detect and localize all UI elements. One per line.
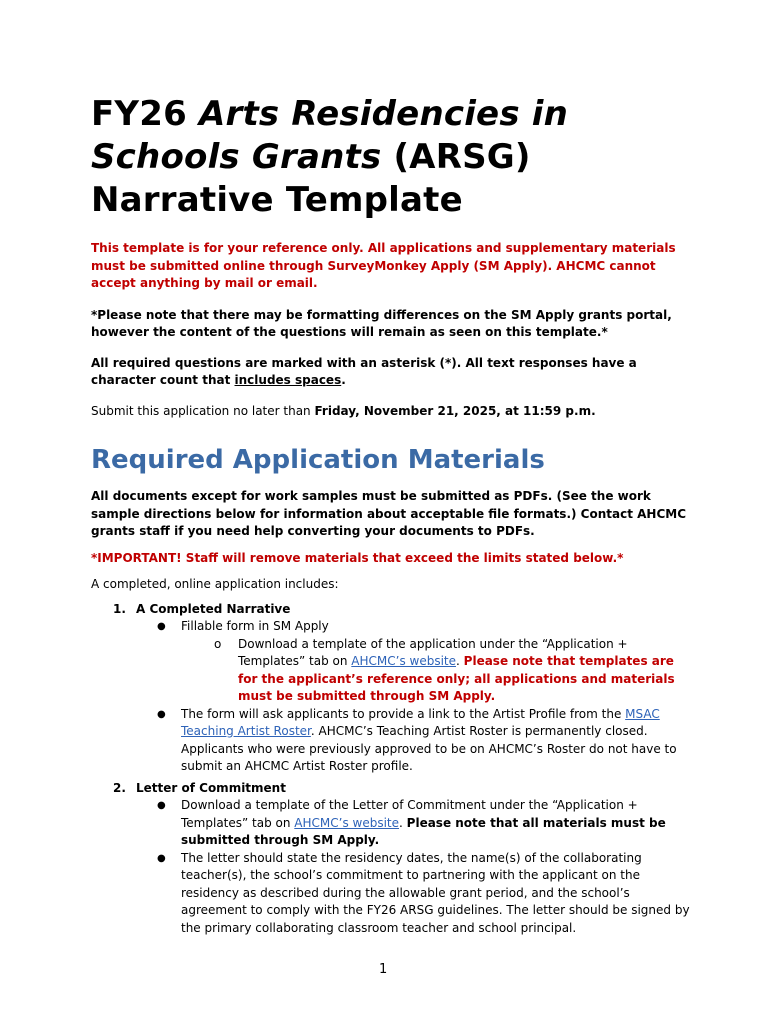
materials-list <box>91 601 691 938</box>
required-questions-note: All required questions are marked with an asterisk (*). All text responses have a character count that includes spaces. <box>91 355 637 387</box>
reference-notice: This template is for your reference only. All applications and supplementary materials must be submitted online through SurveyMonkey Apply (SM Apply). AHCMC cannot accept anything by mail or email. <box>91 241 676 290</box>
section-heading-required-materials: Required Application Materials <box>91 445 545 475</box>
ahcmc-website-link[interactable]: AHCMC’s website <box>351 654 457 668</box>
msac-roster-link[interactable]: MSAC Teaching Artist Roster <box>181 706 660 738</box>
item-title: Letter of Commitment <box>136 780 286 795</box>
page-number: 1 <box>379 962 388 977</box>
list-item: 2. Letter of Commitment ● Download a template of the Letter of Commitment under the “Application + Templates” tab on AHCMC’s website. Please note that all materials must be submitted through SM Apply. ● The letter should state the residency dates, the name(s) of the collaborating teacher(s), the school’s commitment to partnering with the applicant on the residency as described during the allowable grant period, and the school’s agreement to comply with the FY26 ARSG guidelines. The letter should be signed by the primary collaborating classroom teacher and school principal. <box>91 780 691 938</box>
ahcmc-website-link[interactable]: AHCMC’s website <box>294 815 400 830</box>
list-item: ● Fillable form in SM Apply o Download a template of the application under the “Application + Templates” tab on AHCMC’s website. Please note that templates are for the applicant’s reference only; all applications and materials must be submitted through SM Apply. <box>136 618 691 706</box>
bullet-icon: ● <box>157 708 166 720</box>
bullet-icon: ● <box>157 852 166 864</box>
document-content <box>91 93 691 937</box>
list-item: ● The letter should state the residency dates, the name(s) of the collaborating teacher(s), the school’s commitment to partnering with the applicant on the residency as described during the allowable grant period, and the school’s agreement to comply with the FY26 ARSG guidelines. The letter should be signed by the primary collaborating classroom teacher and school principal. <box>157 850 690 935</box>
bullet-icon: ● <box>157 800 166 811</box>
list-item: o Download a template of the application under the “Application + Templates” tab on AHCMC’s website. Please note that templates are for the applicant’s reference only; all applications and materials must be submitted through SM Apply. <box>214 636 675 703</box>
list-item: ● The form will ask applicants to provide a link to the Artist Profile from the MSAC Teaching Artist Roster. AHCMC’s Teaching Artist Roster is permanently closed. Applicants who were previously approved to be on AHCMC’s Roster do not have to submit an AHCMC Artist Roster profile. <box>157 706 677 773</box>
pdf-requirement-note: All documents except for work samples must be submitted as PDFs. (See the work sample directions below for information about acceptable file formats.) Contact AHCMC grants staff if you need help converting your documents to PDFs. <box>91 489 687 538</box>
deadline-date: Friday, November 21, 2025, at 11:59 p.m. <box>314 403 596 418</box>
bullet-icon: ● <box>157 621 166 632</box>
list-item: 1. A Completed Narrative ● Fillable form in SM Apply o Download a template of the application under the “Application + Templates” tab on AHCMC’s website. Please note that templates are for the applicant’s reference only; all applications and materials must be submitted through SM Apply. ● The form will ask applicants to provide a link to the Artist Profile from the MSAC Teaching Artist Roster. AHCMC’s Teaching Artist Roster is permanently closed. Applicants who were previously approved to be on AHCMC’s Roster do not have to submit an AHCMC Artist Roster profile. <box>91 601 691 776</box>
list-item: ● Download a template of the Letter of Commitment under the “Application + Templates” tab on AHCMC’s website. Please note that all materials must be submitted through SM Apply. <box>157 798 666 847</box>
document-title: FY26 Arts Residencies in Schools Grants (ARSG) Narrative Template <box>91 94 569 220</box>
submission-deadline: Submit this application no later than Friday, November 21, 2025, at 11:59 p.m. <box>91 403 596 418</box>
important-notice: *IMPORTANT! Staff will remove materials that exceed the limits stated below.* <box>91 550 624 565</box>
item-title: A Completed Narrative <box>136 601 291 616</box>
formatting-note: *Please note that there may be formatting differences on the SM Apply grants portal, however the content of the questions will remain as seen on this template.* <box>91 307 672 339</box>
sub-bullet-icon: o <box>214 636 222 651</box>
completed-application-intro: A completed, online application includes: <box>91 577 339 591</box>
